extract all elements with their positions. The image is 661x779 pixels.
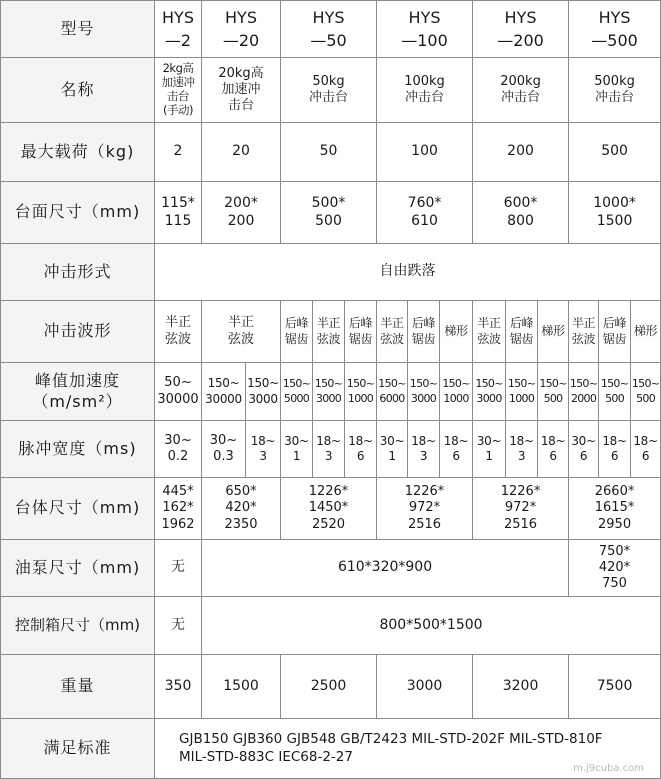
model-hys-100: HYS —100: [377, 1, 473, 58]
pulse-width-9: 30~ 1: [473, 421, 506, 478]
control-box-size-shared: 800*500*1500: [202, 597, 661, 655]
pump-size-hys-500: 750* 420* 750: [569, 540, 661, 597]
body-size-hys-20: 650* 420* 2350: [202, 478, 281, 540]
pulse-width-14: 18~ 6: [631, 421, 661, 478]
table-size-hys-2: 115* 115: [155, 182, 202, 244]
peak-accel-6: 150~ 6000: [377, 363, 408, 421]
name-hys-2: 2kg高 加速冲 击台 (手动): [155, 58, 202, 123]
table-size-hys-500: 1000* 1500: [569, 182, 661, 244]
peak-accel-13: 150~ 500: [599, 363, 631, 421]
row-table-size: [1, 182, 661, 244]
peak-accel-14: 150~ 500: [631, 363, 661, 421]
pulse-width-5: 18~ 6: [345, 421, 377, 478]
pulse-width-4: 18~ 3: [313, 421, 345, 478]
label-impact-form: 冲击形式: [1, 244, 155, 301]
weight-hys-2: 350: [155, 655, 202, 719]
row-weight: [1, 655, 661, 719]
label-weight: 重量: [1, 655, 155, 719]
row-control-box-size: [1, 597, 661, 655]
wave-hys-200-sawtooth: 后峰 锯齿: [506, 301, 538, 363]
wave-hys-2-sine: 半正 弦波: [155, 301, 202, 363]
row-standards: [1, 719, 661, 779]
row-max-load: [1, 123, 661, 182]
row-body-size: [1, 478, 661, 540]
peak-accel-11: 150~ 500: [538, 363, 569, 421]
body-size-hys-500: 2660* 1615* 2950: [569, 478, 661, 540]
label-standards: 满足标准: [1, 719, 155, 779]
model-hys-20: HYS —20: [202, 1, 281, 58]
weight-hys-200: 3200: [473, 655, 569, 719]
name-hys-50: 50kg 冲击台: [281, 58, 377, 123]
peak-accel-3: 150~ 5000: [281, 363, 313, 421]
control-box-size-hys-2: 无: [155, 597, 202, 655]
label-table-size: 台面尺寸（mm): [1, 182, 155, 244]
peak-accel-4: 150~ 3000: [313, 363, 345, 421]
peak-accel-0: 50~ 30000: [155, 363, 202, 421]
name-hys-200: 200kg 冲击台: [473, 58, 569, 123]
row-model: [1, 1, 661, 58]
body-size-hys-50: 1226* 1450* 2520: [281, 478, 377, 540]
wave-hys-500-trapezoid: 梯形: [631, 301, 661, 363]
pulse-width-12: 30~ 6: [569, 421, 599, 478]
table-size-hys-200: 600* 800: [473, 182, 569, 244]
pulse-width-13: 18~ 6: [599, 421, 631, 478]
weight-hys-20: 1500: [202, 655, 281, 719]
pump-size-hys-2: 无: [155, 540, 202, 597]
label-body-size: 台体尺寸（mm): [1, 478, 155, 540]
peak-accel-10: 150~ 1000: [506, 363, 538, 421]
wave-hys-500-sawtooth: 后峰 锯齿: [599, 301, 631, 363]
max-load-hys-200: 200: [473, 123, 569, 182]
label-name: 名称: [1, 58, 155, 123]
wave-hys-50-sawtooth: 后峰 锯齿: [345, 301, 377, 363]
name-hys-500: 500kg 冲击台: [569, 58, 661, 123]
wave-hys-50-sine: 半正 弦波: [313, 301, 345, 363]
pump-size-shared: 610*320*900: [202, 540, 569, 597]
wave-hys-200-trapezoid: 梯形: [538, 301, 569, 363]
label-pump-size: 油泵尺寸（mm): [1, 540, 155, 597]
row-pump-size: [1, 540, 661, 597]
label-pulse-width: 脉冲宽度（ms): [1, 421, 155, 478]
label-model: 型号: [1, 1, 155, 58]
max-load-hys-500: 500: [569, 123, 661, 182]
wave-hys-100-sine: 半正 弦波: [377, 301, 408, 363]
max-load-hys-50: 50: [281, 123, 377, 182]
row-pulse-width: [1, 421, 661, 478]
pulse-width-10: 18~ 3: [506, 421, 538, 478]
watermark: m.j9cuba.com: [573, 763, 644, 774]
model-hys-2: HYS —2: [155, 1, 202, 58]
row-impact-form: [1, 244, 661, 301]
body-size-hys-100: 1226* 972* 2516: [377, 478, 473, 540]
pulse-width-8: 18~ 6: [440, 421, 473, 478]
standards-value: GJB150 GJB360 GJB548 GB/T2423 MIL-STD-202F MIL-STD-810F MIL-STD-883C IEC68-2-27: [155, 719, 661, 779]
model-hys-500: HYS —500: [569, 1, 661, 58]
peak-accel-2: 150~ 3000: [246, 363, 281, 421]
impact-form-value: 自由跌落: [155, 244, 661, 301]
max-load-hys-2: 2: [155, 123, 202, 182]
weight-hys-50: 2500: [281, 655, 377, 719]
label-peak-accel: 峰值加速度 （m/sm²）: [1, 363, 155, 421]
model-hys-200: HYS —200: [473, 1, 569, 58]
peak-accel-1: 150~ 30000: [202, 363, 246, 421]
label-max-load: 最大载荷（kg): [1, 123, 155, 182]
table-size-hys-100: 760* 610: [377, 182, 473, 244]
row-peak-accel: [1, 363, 661, 421]
wave-hys-20-sawtooth: 后峰 锯齿: [281, 301, 313, 363]
peak-accel-7: 150~ 3000: [408, 363, 440, 421]
table-size-hys-20: 200* 200: [202, 182, 281, 244]
peak-accel-5: 150~ 1000: [345, 363, 377, 421]
label-impact-wave: 冲击波形: [1, 301, 155, 363]
pulse-width-11: 18~ 6: [538, 421, 569, 478]
max-load-hys-100: 100: [377, 123, 473, 182]
body-size-hys-2: 445* 162* 1962: [155, 478, 202, 540]
weight-hys-500: 7500: [569, 655, 661, 719]
row-name: [1, 58, 661, 123]
wave-hys-100-sawtooth: 后峰 锯齿: [408, 301, 440, 363]
pulse-width-6: 30~ 1: [377, 421, 408, 478]
row-impact-wave: [1, 301, 661, 363]
table-size-hys-50: 500* 500: [281, 182, 377, 244]
wave-hys-200-sine: 半正 弦波: [473, 301, 506, 363]
max-load-hys-20: 20: [202, 123, 281, 182]
peak-accel-9: 150~ 3000: [473, 363, 506, 421]
pulse-width-0: 30~ 0.2: [155, 421, 202, 478]
wave-hys-100-trapezoid: 梯形: [440, 301, 473, 363]
name-hys-20: 20kg高 加速冲 击台: [202, 58, 281, 123]
pulse-width-3: 30~ 1: [281, 421, 313, 478]
label-control-box-size: 控制箱尺寸（mm): [1, 597, 155, 655]
pulse-width-7: 18~ 3: [408, 421, 440, 478]
peak-accel-8: 150~ 1000: [440, 363, 473, 421]
name-hys-100: 100kg 冲击台: [377, 58, 473, 123]
pulse-width-1: 30~ 0.3: [202, 421, 246, 478]
weight-hys-100: 3000: [377, 655, 473, 719]
pulse-width-2: 18~ 3: [246, 421, 281, 478]
wave-hys-20-sine: 半正 弦波: [202, 301, 281, 363]
wave-hys-500-sine: 半正 弦波: [569, 301, 599, 363]
model-hys-50: HYS —50: [281, 1, 377, 58]
body-size-hys-200: 1226* 972* 2516: [473, 478, 569, 540]
peak-accel-12: 150~ 2000: [569, 363, 599, 421]
